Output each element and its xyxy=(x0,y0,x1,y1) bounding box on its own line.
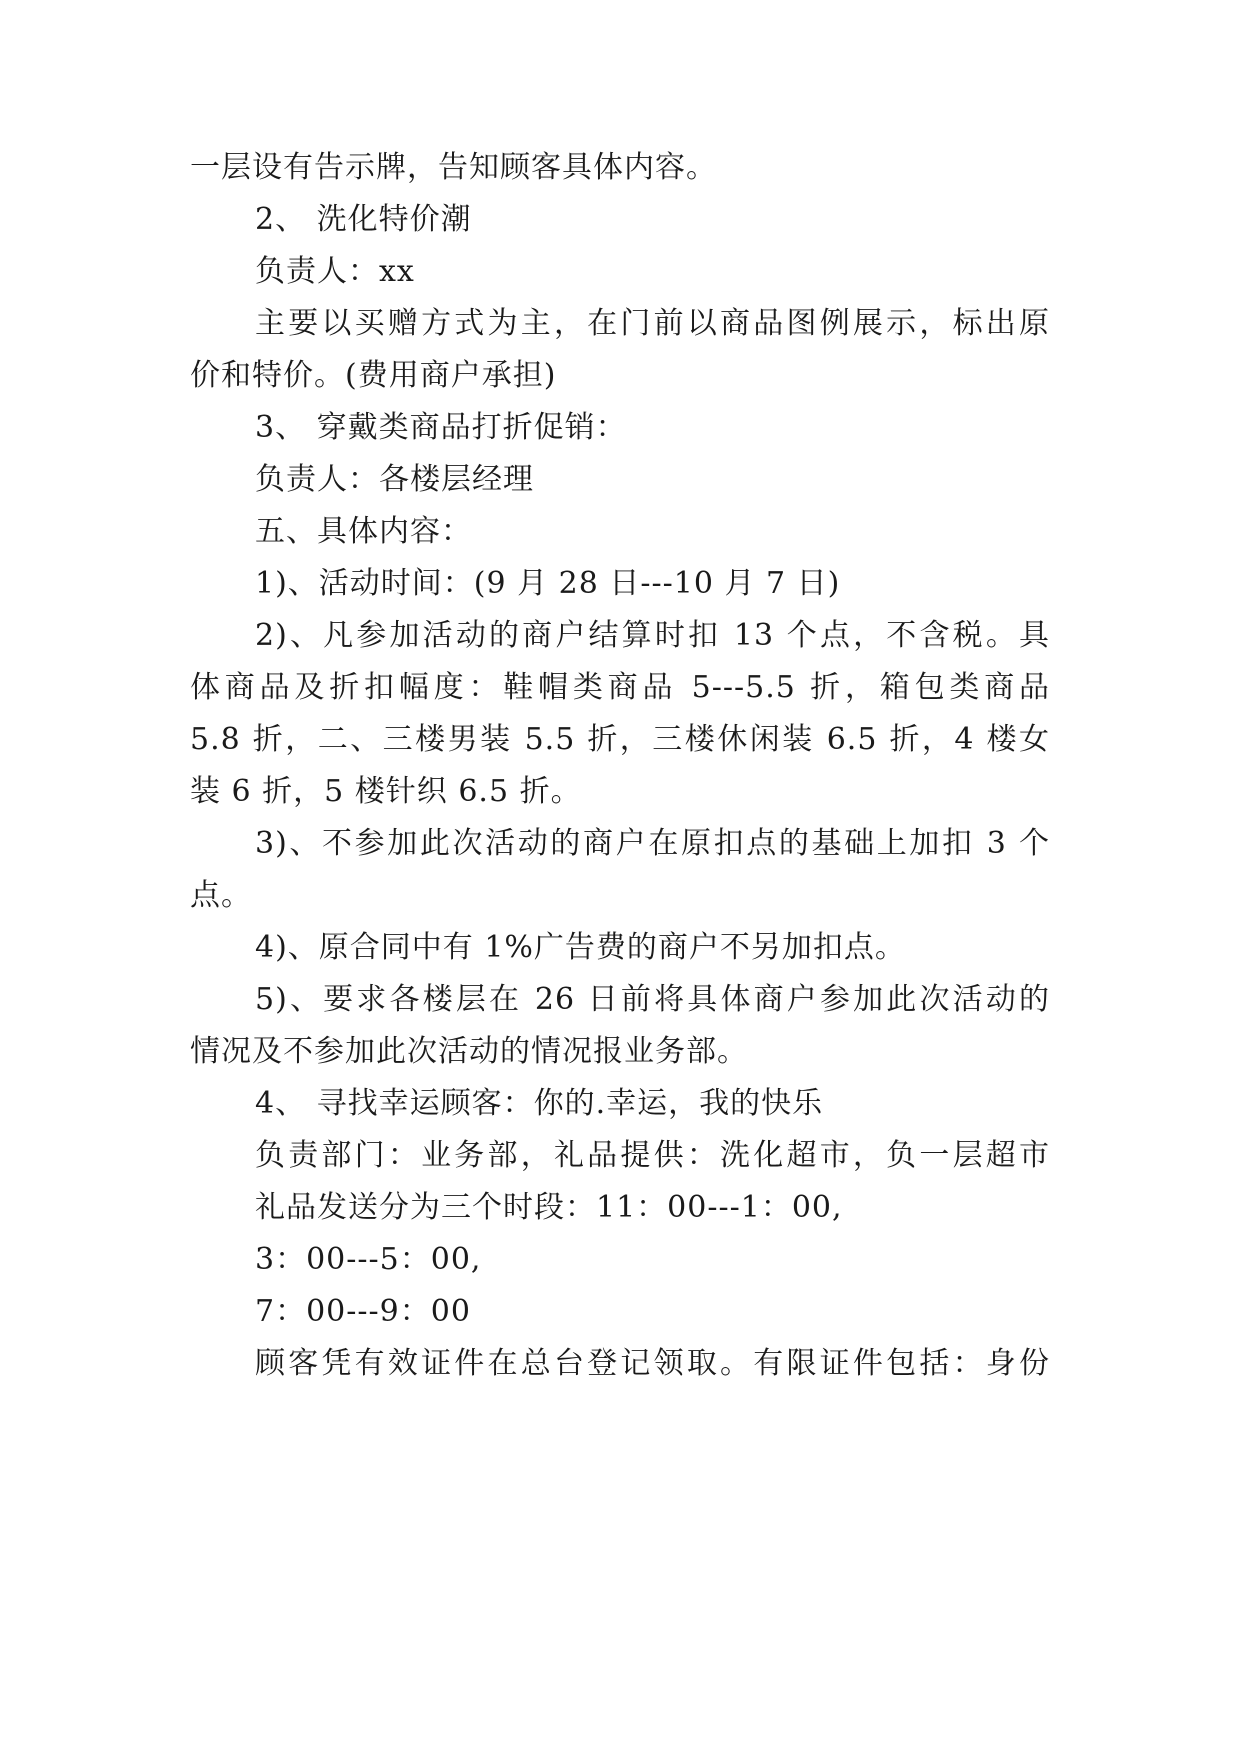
section-heading: 2、 洗化特价潮 xyxy=(255,202,472,237)
text-line: 体商品及折扣幅度：鞋帽类商品 5---5.5 折，箱包类商品 xyxy=(190,670,1050,705)
section-heading: 五、具体内容： xyxy=(255,514,472,549)
section-heading: 4、 寻找幸运顾客：你的.幸运，我的快乐 xyxy=(255,1086,824,1121)
text-line: 7：00---9：00 xyxy=(255,1294,471,1329)
text-line: 情况及不参加此次活动的情况报业务部。 xyxy=(190,1034,748,1069)
text-line: 价和特价。(费用商户承担) xyxy=(190,358,557,393)
text-line: 一层设有告示牌，告知顾客具体内容。 xyxy=(190,150,717,185)
text-line: 5.8 折，二、三楼男装 5.5 折，三楼休闲装 6.5 折，4 楼女 xyxy=(190,722,1050,757)
text-line: 5)、要求各楼层在 26 日前将具体商户参加此次活动的 xyxy=(255,982,1050,1017)
text-line: 顾客凭有效证件在总台登记领取。有限证件包括：身份 xyxy=(255,1346,1050,1381)
section-heading: 3、 穿戴类商品打折促销： xyxy=(255,410,627,445)
text-line: 礼品发送分为三个时段：11：00---1：00, xyxy=(255,1190,843,1225)
text-line: 负责人：xx xyxy=(255,254,415,289)
text-line: 主要以买赠方式为主，在门前以商品图例展示，标出原 xyxy=(255,306,1050,341)
text-line: 点。 xyxy=(190,878,252,913)
text-line: 4)、原合同中有 1%广告费的商户不另加扣点。 xyxy=(255,930,906,965)
text-line: 1)、活动时间：(9 月 28 日---10 月 7 日) xyxy=(255,566,841,601)
text-line: 3：00---5：00, xyxy=(255,1242,482,1277)
text-line: 负责部门：业务部，礼品提供：洗化超市，负一层超市 xyxy=(255,1138,1050,1173)
text-line: 3)、不参加此次活动的商户在原扣点的基础上加扣 3 个 xyxy=(255,826,1050,861)
text-line: 负责人：各楼层经理 xyxy=(255,462,534,497)
text-line: 2)、凡参加活动的商户结算时扣 13 个点，不含税。具 xyxy=(255,618,1050,653)
text-line: 装 6 折，5 楼针织 6.5 折。 xyxy=(190,774,582,809)
